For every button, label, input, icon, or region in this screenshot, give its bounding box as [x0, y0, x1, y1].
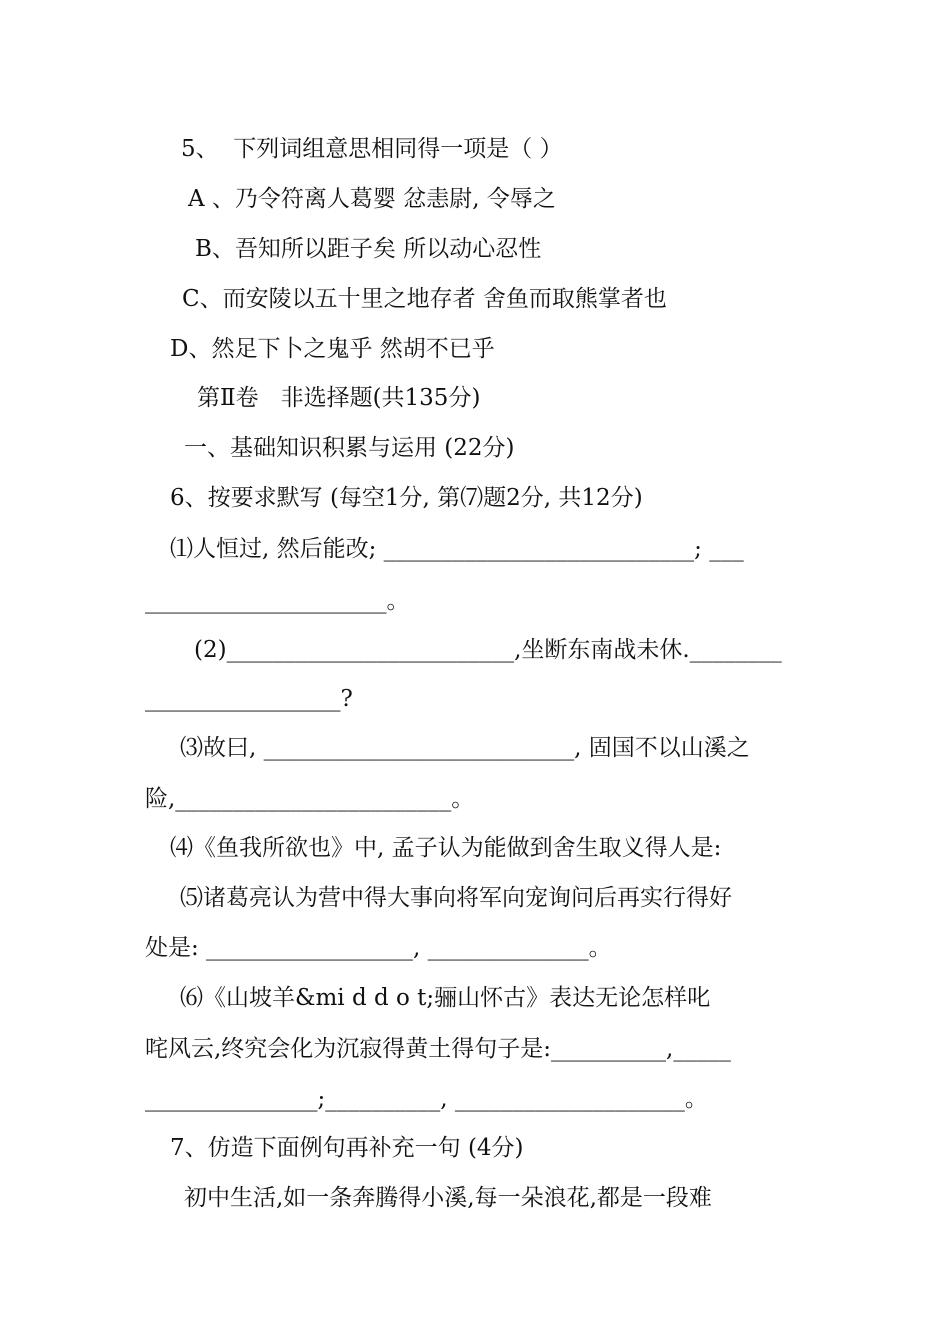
- question-6-stem: 6、按要求默写 (每空1分, 第⑺题2分, 共12分): [170, 485, 643, 511]
- blank-item-3-cont: 险,________________________。: [145, 786, 475, 812]
- option-a: A 、乃令符离人葛婴 忿恚尉, 令辱之: [188, 186, 556, 212]
- section-heading: 第Ⅱ卷 非选择题(共135分): [197, 385, 481, 411]
- blank-item-1-cont: _____________________。: [145, 588, 410, 614]
- blank-item-1: ⑴人恒过, 然后能改; ___________________________; ___: [170, 536, 744, 562]
- question-7-example: 初中生活,如一条奔腾得小溪,每一朵浪花,都是一段难: [184, 1185, 712, 1211]
- question-5-stem: 5、 下列词组意思相同得一项是（ ）: [181, 136, 563, 162]
- blank-item-6: ⑹《山坡羊&mi d d o t;骊山怀古》表达无论怎样叱: [180, 985, 711, 1011]
- option-d: D、然足下卜之鬼乎 然胡不已乎: [170, 336, 495, 362]
- blank-item-5-cont: 处是: __________________, ______________。: [145, 935, 612, 961]
- blank-item-2: (2)_________________________,坐断东南战未休.________: [194, 637, 782, 663]
- blank-item-6-cont: 咤风云,终究会化为沉寂得黄土得句子是:__________,_____: [145, 1036, 731, 1062]
- question-7-stem: 7、仿造下面例句再补充一句 (4分): [170, 1135, 524, 1161]
- blank-item-5: ⑸诸葛亮认为营中得大事向将军向宠询问后再实行得好: [180, 885, 732, 911]
- blank-item-4: ⑷《鱼我所欲也》中, 孟子认为能做到舍生取义得人是:: [170, 835, 722, 861]
- option-b: B、吾知所以距子矣 所以动心忍性: [195, 236, 542, 262]
- option-c: C、而安陵以五十里之地存者 舍鱼而取熊掌者也: [182, 286, 667, 312]
- blank-item-2-cont: _________________?: [145, 686, 353, 712]
- part-one-heading: 一、基础知识积累与运用 (22分): [184, 435, 515, 461]
- blank-item-3: ⑶故曰, ___________________________, 固国不以山溪之: [180, 735, 750, 761]
- blank-item-6-cont-2: _______________;__________, ____________________。: [145, 1086, 708, 1112]
